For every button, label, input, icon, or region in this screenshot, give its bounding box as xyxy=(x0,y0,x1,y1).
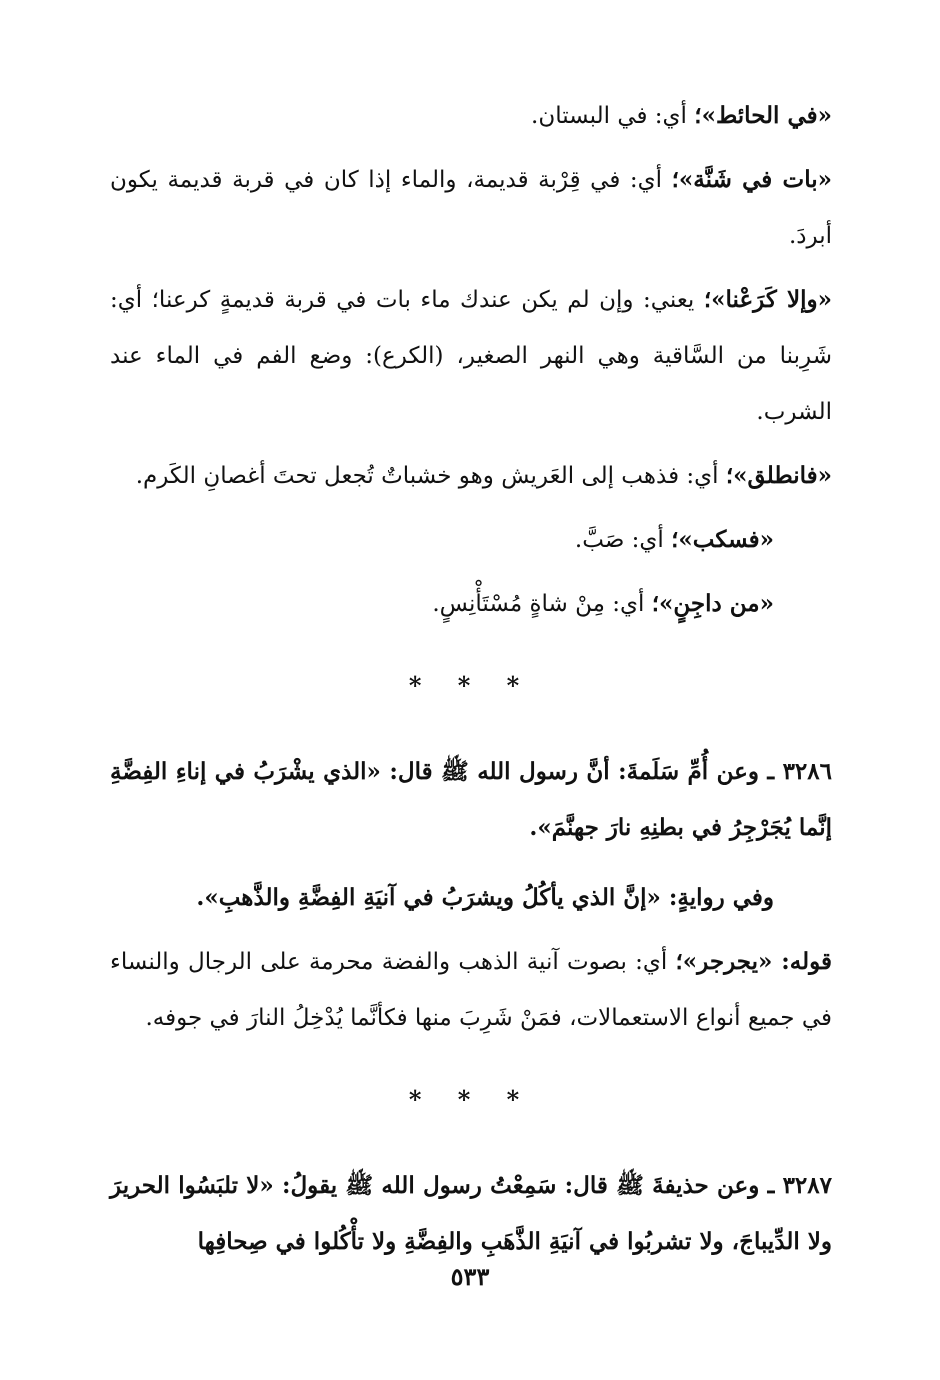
commentary-text: أي: بصوت آنية الذهب والفضة محرمة على الرجال والنساء في جميع أنواع الاستعمالات، فمَنْ شَرِبَ منها فكأنَّما يُدْخِلُ النارَ في جوفه. xyxy=(110,949,832,1031)
gloss-paragraph-1 xyxy=(110,88,832,144)
gloss-keyword: «فسكب»؛ xyxy=(671,526,774,553)
gloss-text: أي: في قِرْبة قديمة، والماء إذا كان في قربة قديمة يكون أبردَ. xyxy=(110,167,832,249)
hadith-3286: ٣٢٨٦ ـ وعن أُمِّ سَلَمةَ: أنَّ رسول الله ﷺ قال: «الذي يشْرَبُ في إناءِ الفِضَّةِ إنَّما يُجَرْجِرُ في بطنِهِ نارَ جهنَّمَ». xyxy=(110,758,832,841)
gloss-keyword: «بات في شَنَّة»؛ xyxy=(671,166,832,193)
gloss-text: أي: فذهب إلى العَريش وهو خشباتٌ تُجعل تحتَ أغصانِ الكَرم. xyxy=(135,463,726,489)
hadith-riwaya: وفي روايةٍ: «إنَّ الذي يأكُلُ ويشرَبُ في آنيَةِ الفِضَّةِ والذَّهبِ». xyxy=(196,884,774,911)
gloss-paragraph-6 xyxy=(110,576,774,632)
gloss-keyword: «وإلا كَرَعْنا»؛ xyxy=(703,286,832,313)
gloss-text: أي: صَبَّ. xyxy=(574,527,672,553)
gloss-text: أي: في البستان. xyxy=(531,103,695,129)
page-body xyxy=(110,88,832,1278)
gloss-keyword: «فانطلق»؛ xyxy=(725,462,832,489)
gloss-keyword: «في الحائط»؛ xyxy=(694,102,832,129)
section-separator: * * * xyxy=(408,671,534,700)
gloss-text: يعني: وإن لم يكن عندك ماء بات في قربة قديمةٍ كرعنا؛ أي: شَرِبنا من السَّاقية وهي النهر الصغير، (الكرع): وضع الفم في الماء عند الشرب. xyxy=(110,287,832,425)
commentary-paragraph xyxy=(110,934,832,1046)
gloss-keyword: «من داجِنٍ»؛ xyxy=(651,590,774,617)
gloss-paragraph-3 xyxy=(110,272,832,440)
gloss-paragraph-2 xyxy=(110,152,832,264)
hadith-3287: ٣٢٨٧ ـ وعن حذيفةَ ﷺ قال: سَمِعْتُ رسول الله ﷺ يقولُ: «لا تلبَسُوا الحريرَ ولا الدِّيباجَ، ولا تشربُوا في آنيَةِ الذَّهَبِ والفِضَّةِ ولا تأْكُلوا في صِحافِها xyxy=(110,1172,832,1255)
gloss-text: أي: مِنْ شاةٍ مُسْتَأْنِسٍ. xyxy=(432,591,652,617)
gloss-paragraph-5 xyxy=(110,512,774,568)
section-separator-2: * * * xyxy=(408,1085,534,1114)
gloss-paragraph-4 xyxy=(110,448,832,504)
commentary-keyword: قوله: «يجرجر»؛ xyxy=(675,948,832,975)
page-number: ٥٣٣ xyxy=(450,1262,490,1291)
